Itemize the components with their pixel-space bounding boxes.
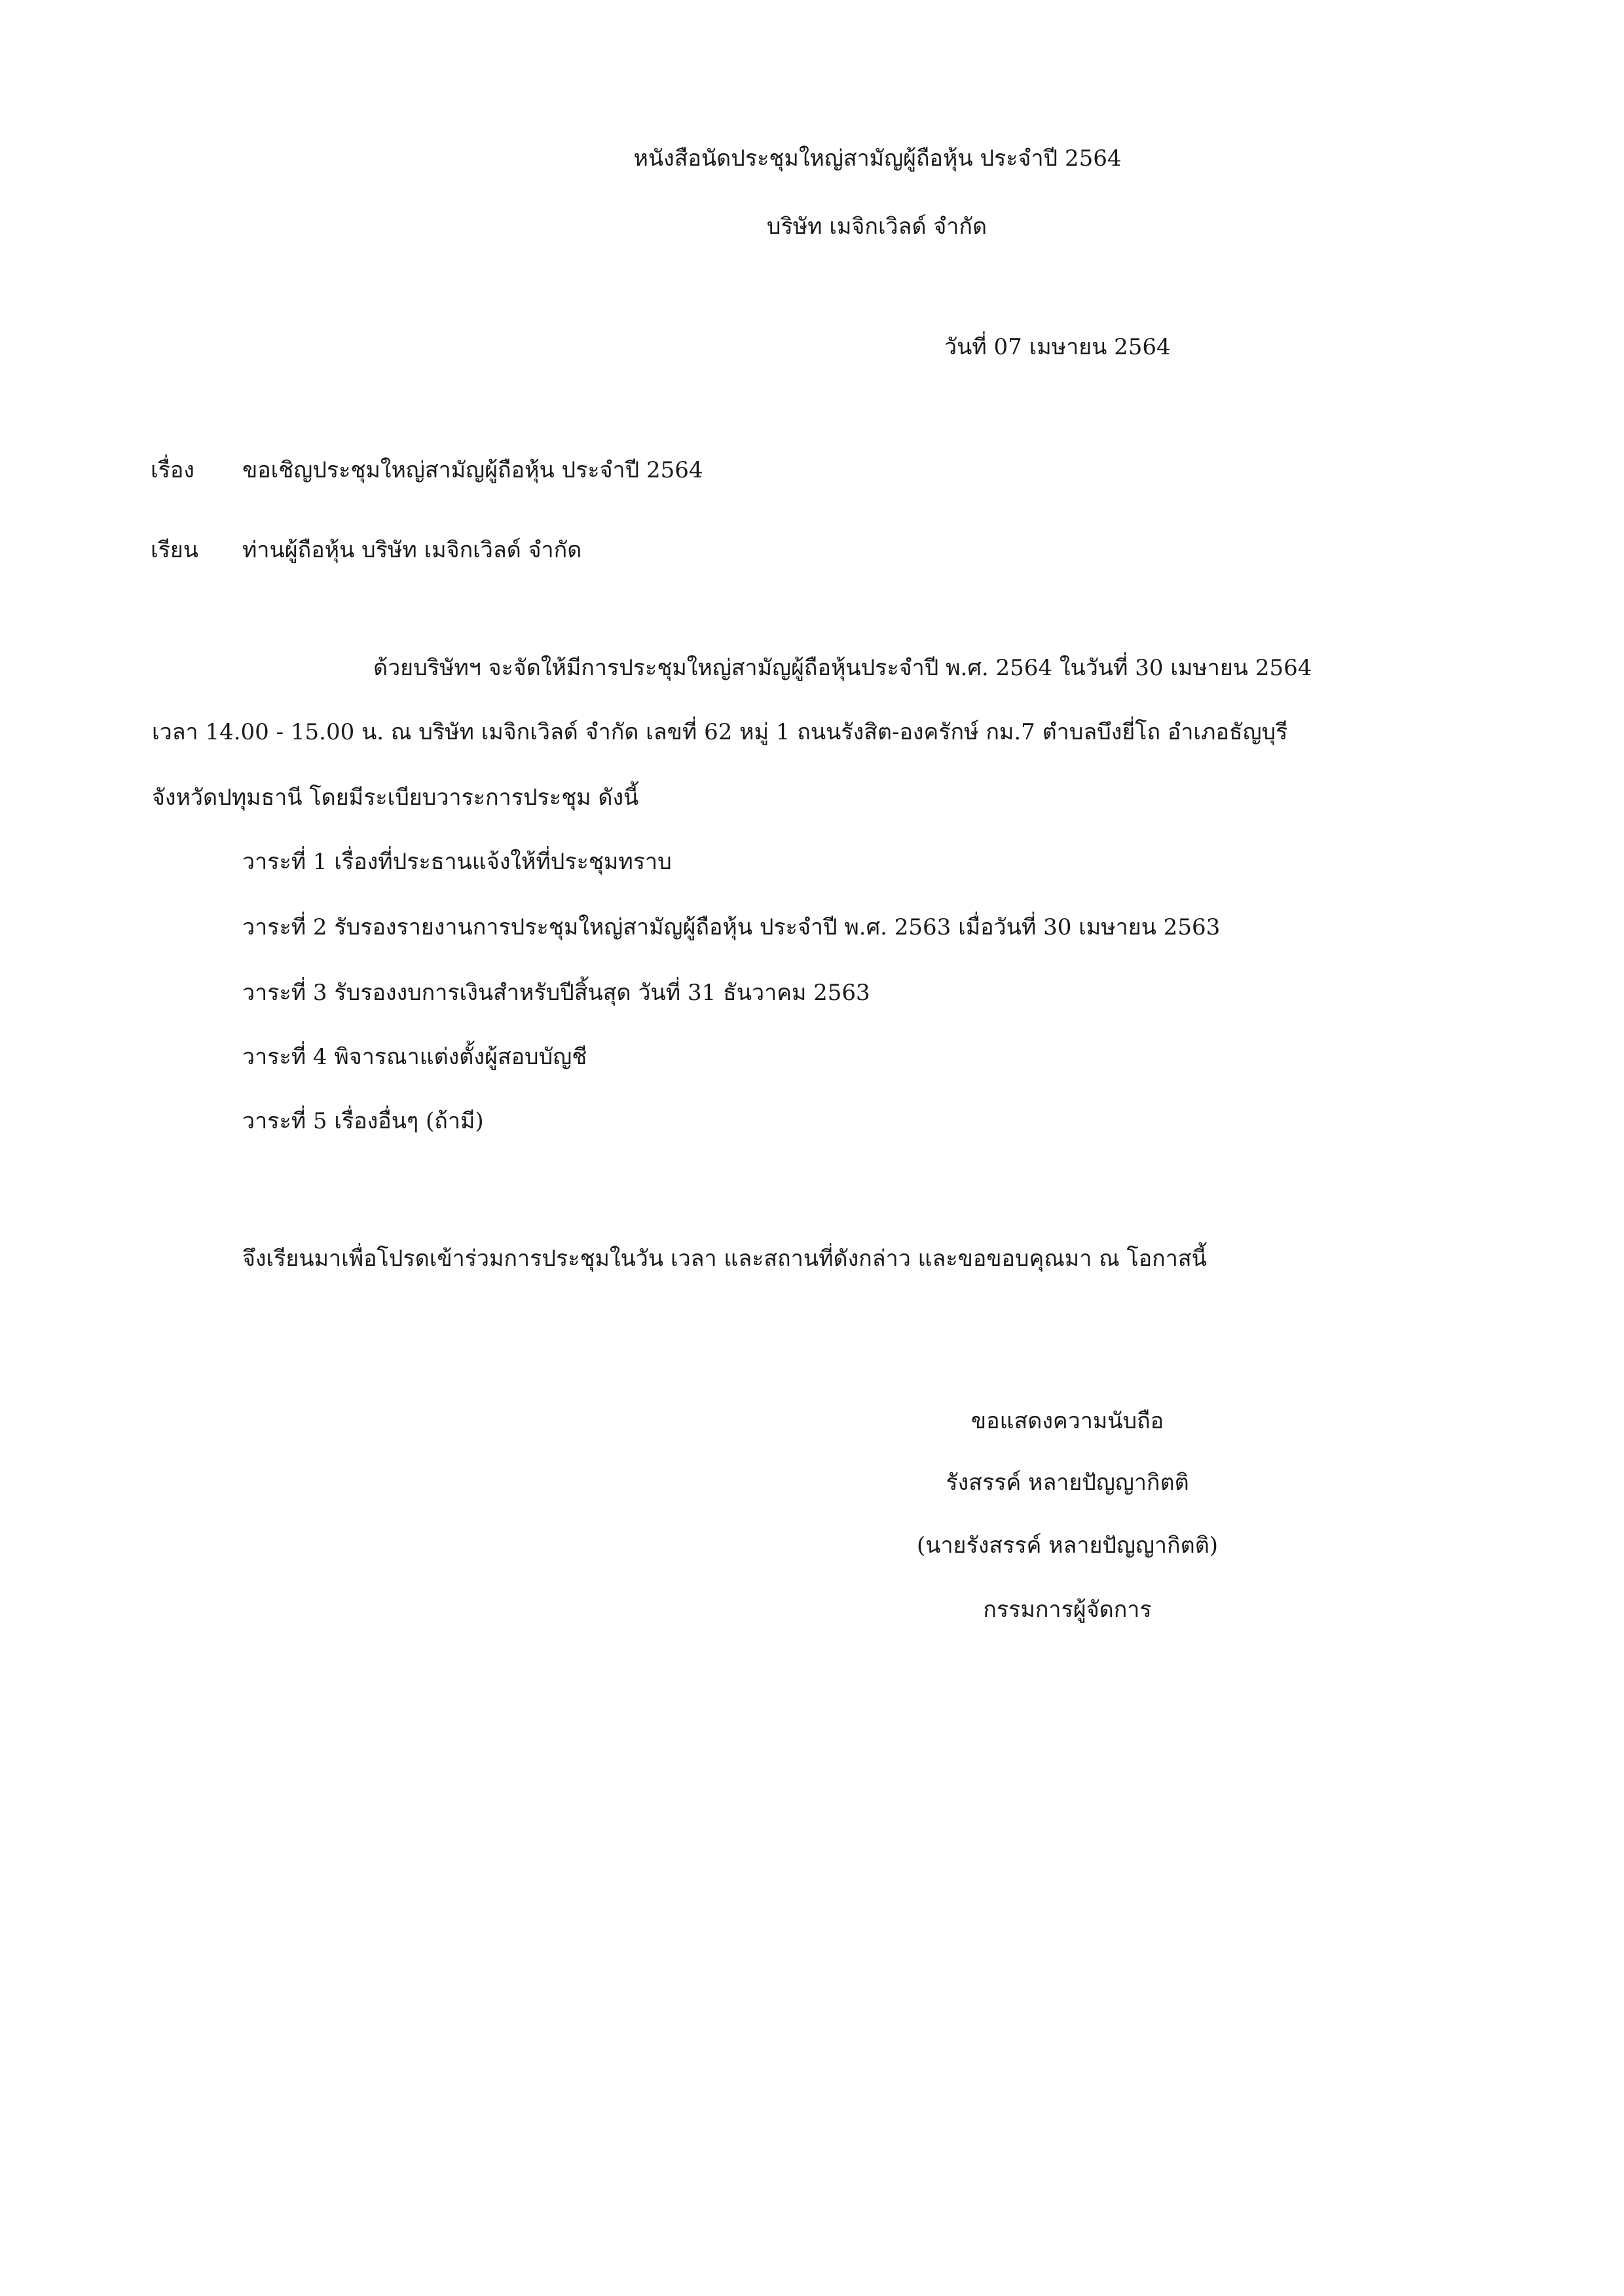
body-line: เวลา 14.00 - 15.00 น. ณ บริษัท เมจิกเวิลด์ จำกัด เลขที่ 62 หมู่ 1 ถนนรังสิต-องครักษ์ กม.7 ตำบลบึงยี่โถ อำเภอธัญบุรี bbox=[152, 719, 1288, 745]
body-line: จังหวัดปทุมธานี โดยมีระเบียบวาระการประชุม ดังนี้ bbox=[152, 785, 639, 811]
subject-value: ขอเชิญประชุมใหญ่สามัญผู้ถือหุ้น ประจำปี 2564 bbox=[242, 457, 703, 483]
signature-position: กรรมการผู้จัดการ bbox=[983, 1597, 1152, 1623]
company-name: บริษัท เมจิกเวิลด์ จำกัด bbox=[766, 213, 987, 240]
agenda-item: วาระที่ 4 พิจารณาแต่งตั้งผู้สอบบัญชี bbox=[242, 1044, 587, 1070]
closing-sentence: จึงเรียนมาเพื่อโปรดเข้าร่วมการประชุมในวัน เวลา และสถานที่ดังกล่าว และขอขอบคุณมา ณ โอกาสนี้ bbox=[242, 1246, 1207, 1272]
agenda-item: วาระที่ 5 เรื่องอื่นๆ (ถ้ามี) bbox=[242, 1108, 484, 1134]
agenda-item: วาระที่ 1 เรื่องที่ประธานแจ้งให้ที่ประชุมทราบ bbox=[242, 849, 672, 875]
document-title: หนังสือนัดประชุมใหญ่สามัญผู้ถือหุ้น ประจำปี 2564 bbox=[633, 145, 1122, 172]
agenda-item: วาระที่ 2 รับรองรายงานการประชุมใหญ่สามัญผู้ถือหุ้น ประจำปี พ.ศ. 2563 เมื่อวันที่ 30 เมษายน 2563 bbox=[242, 914, 1221, 940]
agenda-item: วาระที่ 3 รับรองงบการเงินสำหรับปีสิ้นสุด วันที่ 31 ธันวาคม 2563 bbox=[242, 980, 870, 1006]
signature-name: รังสรรค์ หลายปัญญากิตติ bbox=[946, 1470, 1189, 1496]
salutation-value: ท่านผู้ถือหุ้น บริษัท เมจิกเวิลด์ จำกัด bbox=[242, 537, 582, 563]
subject-label: เรื่อง bbox=[151, 457, 194, 483]
salutation-label: เรียน bbox=[151, 537, 199, 563]
document-date: วันที่ 07 เมษายน 2564 bbox=[944, 334, 1171, 360]
signature-regards: ขอแสดงความนับถือ bbox=[970, 1408, 1164, 1434]
signature-full-name: (นายรังสรรค์ หลายปัญญากิตติ) bbox=[916, 1532, 1219, 1559]
body-line: ด้วยบริษัทฯ จะจัดให้มีการประชุมใหญ่สามัญผู้ถือหุ้นประจำปี พ.ศ. 2564 ในวันที่ 30 เมษายน 2564 bbox=[373, 655, 1312, 681]
